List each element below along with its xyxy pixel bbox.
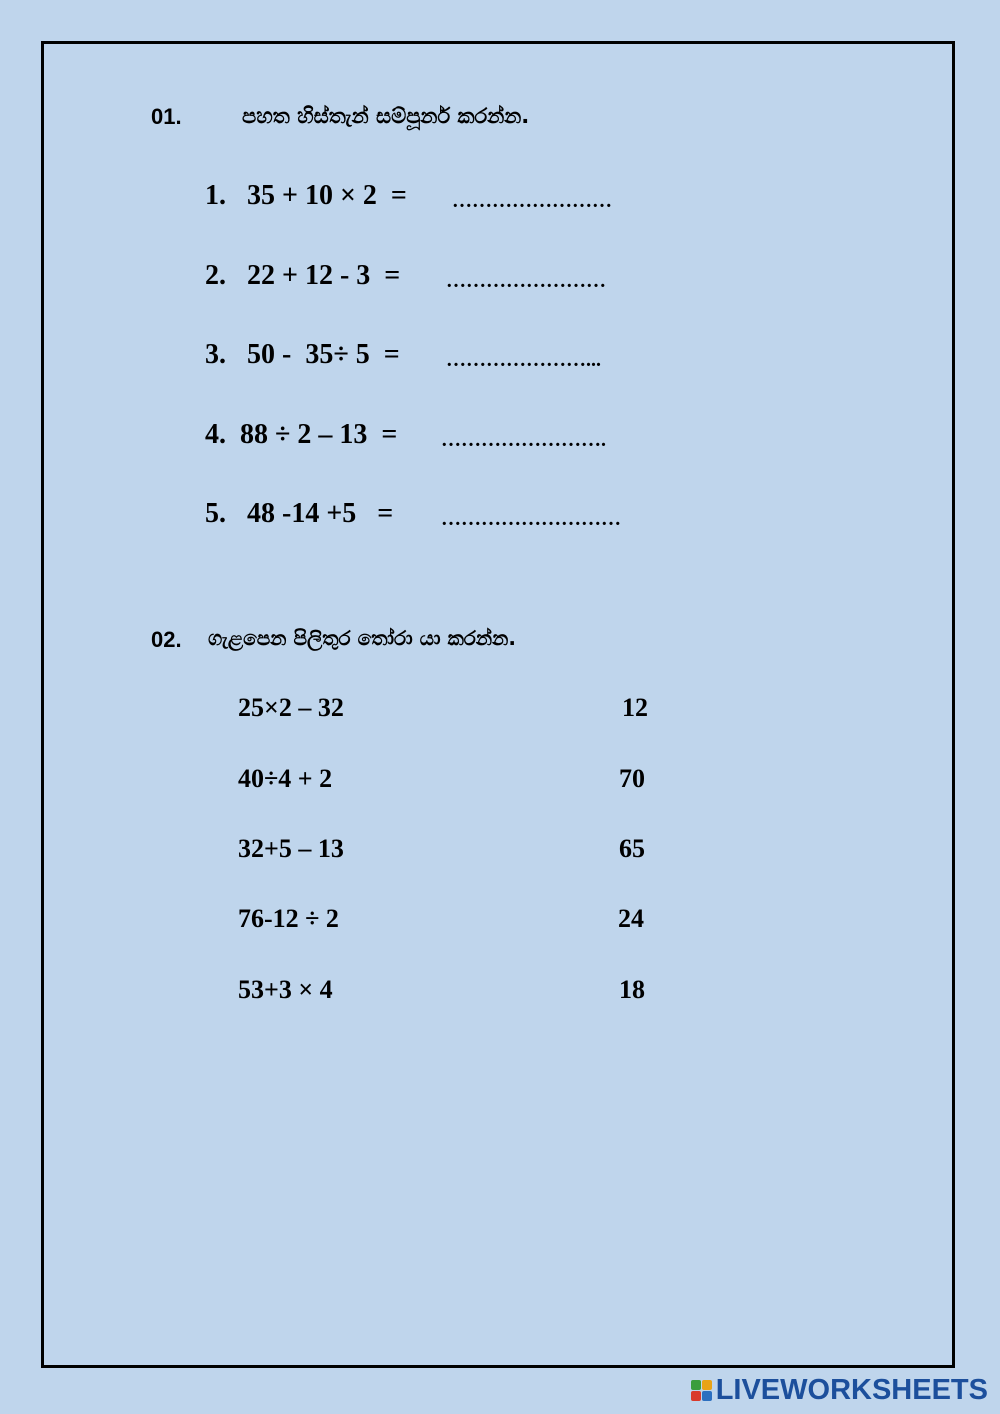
q1-item-2-expression: 2. 22 + 12 - 3 =	[205, 260, 401, 291]
q1-item-1-answer-blank[interactable]: ……………………	[452, 190, 612, 212]
match-left-item-2[interactable]: 40÷4 + 2	[238, 764, 333, 793]
match-right-item-3[interactable]: 65	[619, 834, 645, 863]
q1-item-3-expression: 3. 50 - 35÷ 5 =	[205, 339, 400, 370]
q1-item-1-expression: 1. 35 + 10 × 2 =	[205, 180, 407, 211]
liveworksheets-brand-text: LIVEWORKSHEETS	[715, 1373, 988, 1406]
q1-item-2-answer-blank[interactable]: ……………………	[446, 270, 606, 292]
q1-item-4-expression: 4. 88 ÷ 2 – 13 =	[205, 419, 398, 450]
question-1-number: 01.	[151, 104, 182, 129]
question-1-instruction: පහත හිස්තැන් සම්පූර්න කරන්න.	[242, 104, 530, 128]
match-left-item-5[interactable]: 53+3 × 4	[238, 975, 333, 1004]
liveworksheets-mark-icon	[691, 1380, 712, 1401]
match-right-item-2[interactable]: 70	[619, 764, 645, 793]
match-left-item-4[interactable]: 76-12 ÷ 2	[238, 904, 339, 933]
q1-item-5-answer-blank[interactable]: ………………………	[441, 508, 621, 530]
question-2-number: 02.	[151, 627, 182, 652]
match-right-item-5[interactable]: 18	[619, 975, 645, 1004]
q1-item-5-expression: 5. 48 -14 +5 =	[205, 498, 394, 529]
q1-item-3-answer-blank[interactable]: …………………...	[446, 349, 601, 371]
match-left-item-1[interactable]: 25×2 – 32	[238, 693, 344, 722]
q1-item-4-answer-blank[interactable]: …………………….	[441, 429, 606, 451]
worksheet-frame	[41, 41, 955, 1368]
liveworksheets-logo[interactable]	[691, 1372, 988, 1408]
question-2-instruction: ගැළපෙන පිලිතුර තෝරා යා කරන්න.	[208, 626, 516, 650]
match-left-item-3[interactable]: 32+5 – 13	[238, 834, 344, 863]
match-right-item-4[interactable]: 24	[618, 904, 644, 933]
match-right-item-1[interactable]: 12	[622, 693, 648, 722]
